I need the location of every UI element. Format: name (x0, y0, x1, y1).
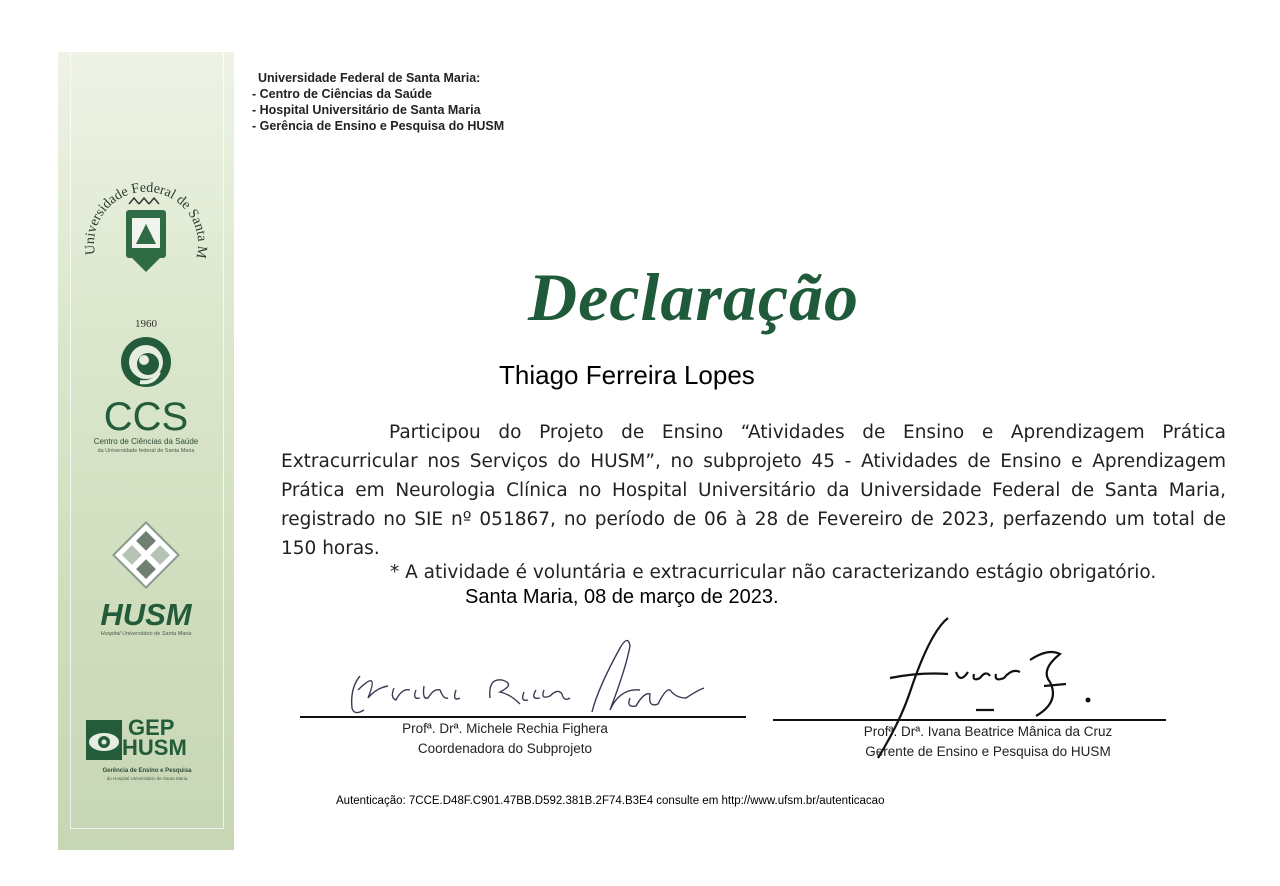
ufsm-seal (66, 148, 226, 338)
header-line: - Hospital Universitário de Santa Maria (252, 103, 481, 117)
signature-1-handwriting (330, 628, 720, 720)
declaration-text: Participou do Projeto de Ensino “Atividades de Ensino e Aprendizagem Prática Extracurricular nos Serviços do HUSM”, no subprojeto 45 - Atividades de Ensino e Aprendizagem Prática em Neurologia Clínica no Hospital Universitário da Universidade Federal de Santa Maria, registrado no SIE nº 051867, no período de 06 à 28 de Fevereiro de 2023, perfazendo um total de 150 horas. (281, 422, 1226, 559)
declaration-body (281, 418, 1226, 563)
sidebar-logos (58, 52, 234, 850)
ccs-swirl-icon (118, 334, 174, 390)
signature-1-name: Profª. Drª. Michele Rechia Fighera (402, 721, 608, 736)
signature-1-block (300, 719, 710, 759)
place-date: Santa Maria, 08 de março de 2023. (465, 586, 779, 608)
signature-2-block (773, 722, 1203, 762)
header-line: - Gerência de Ensino e Pesquisa do HUSM (252, 119, 505, 133)
ccs-subtitle: Centro de Ciências da Saúde (93, 437, 199, 446)
gep-subtitle-2: do Hospital Universitário de Santa Maria (106, 776, 188, 781)
header-line: - Centro de Ciências da Saúde (252, 87, 432, 101)
husm-name: HUSM (100, 597, 192, 632)
ufsm-seal-year: 1960 (135, 318, 157, 330)
recipient-name: Thiago Ferreira Lopes (499, 360, 755, 390)
voluntary-note: * A atividade é voluntária e extracurricular não caracterizando estágio obrigatório. (390, 562, 1157, 583)
signature-2-role: Gerente de Ensino e Pesquisa do HUSM (865, 744, 1111, 759)
ccs-subtitle-2: da Universidade federal de Santa Maria (97, 448, 195, 454)
gep-eye-icon (86, 720, 122, 760)
signature-1-line (300, 716, 746, 718)
ccs-acronym: CCS (103, 395, 189, 439)
ufsm-seal-icon (66, 148, 226, 318)
institution-header (252, 70, 504, 134)
ufsm-seal-text: Universidade Federal de Santa M (82, 180, 210, 260)
ccs-logo (58, 334, 234, 455)
document-title: Declaração (528, 259, 860, 335)
signature-2-name: Profª. Drª. Ivana Beatrice Mânica da Cruz (863, 724, 1113, 739)
signature-1-role: Coordenadora do Subprojeto (417, 741, 593, 756)
husm-subtitle: Hospital Universitário de Santa Maria (100, 631, 192, 637)
gep-subtitle: Gerência de Ensino e Pesquisa (102, 768, 192, 774)
header-line: Universidade Federal de Santa Maria: (258, 71, 481, 85)
authentication-code: Autenticação: 7CCE.D48F.C901.47BB.D592.381B.2F74.B3E4 consulte em http://www.ufsm.br/autenticacao (336, 795, 885, 807)
gep-line-1: GEP (128, 715, 175, 740)
husm-cross-icon (111, 520, 181, 590)
gep-line-2: HUSM (122, 735, 187, 760)
husm-logo (58, 520, 234, 637)
signature-2-line (773, 719, 1166, 721)
